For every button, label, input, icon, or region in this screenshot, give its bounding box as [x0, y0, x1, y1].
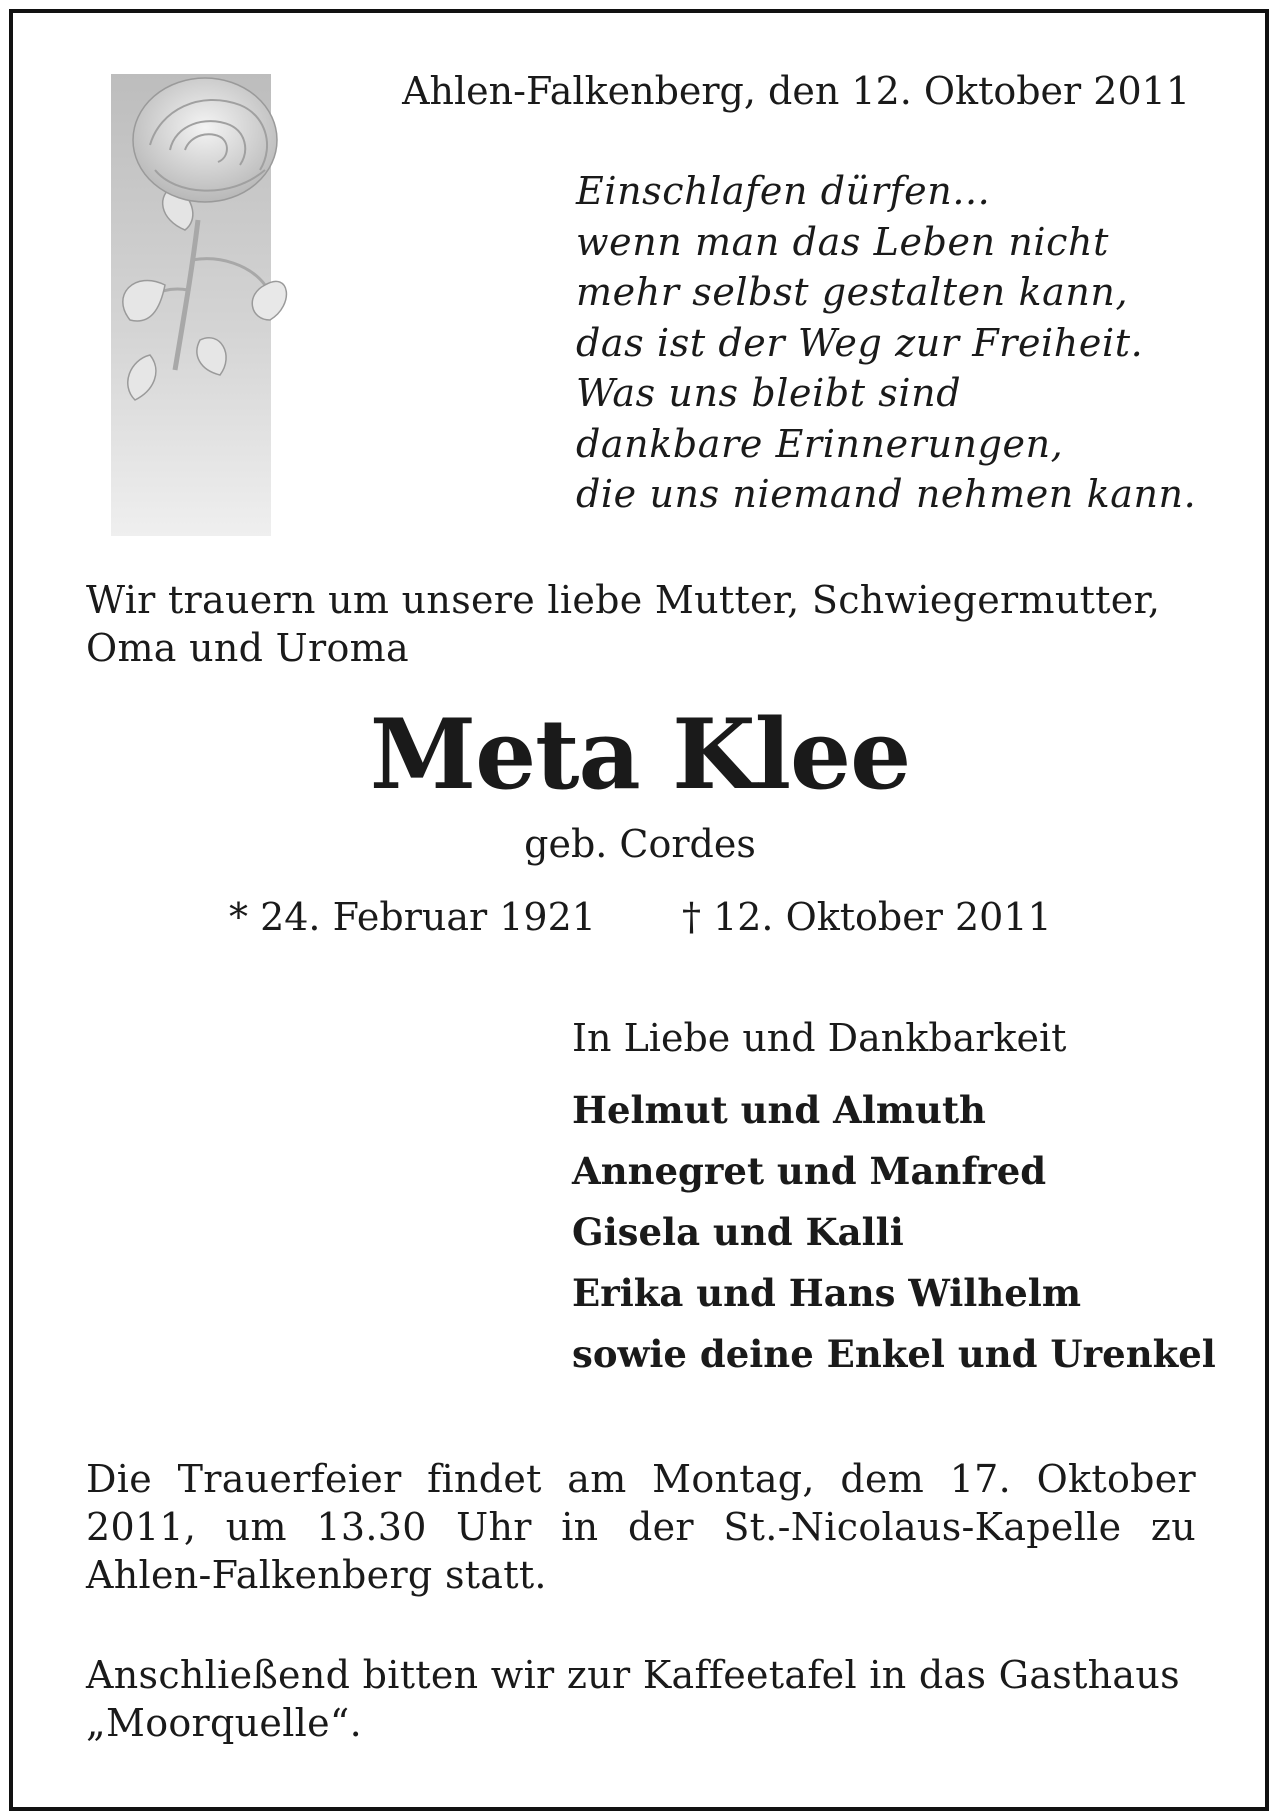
- mourner-name: Erika und Hans Wilhelm: [572, 1271, 1082, 1315]
- poem-line: mehr selbst gestalten kann,: [576, 270, 1129, 314]
- signoff: In Liebe und Dankbarkeit: [572, 1016, 1067, 1060]
- mourner-list: [572, 1080, 1216, 1385]
- deceased-name: Meta Klee: [369, 698, 911, 811]
- poem-line: Was uns bleibt sind: [576, 371, 962, 415]
- dateline: Ahlen-Falkenberg, den 12. Oktober 2011: [402, 69, 1190, 113]
- intro-line: Oma und Uroma: [86, 626, 409, 670]
- maiden-name: geb. Cordes: [524, 822, 756, 866]
- poem-line: wenn man das Leben nicht: [576, 219, 1109, 264]
- poem-line: Einschlafen dürfen...: [576, 169, 991, 213]
- reception-details: Anschließend bitten wir zur Kaffeetafel in das Gasthaus „Moorquelle“.: [86, 1653, 1180, 1745]
- funeral-details: Die Trauerfeier findet am Montag, dem 17. Oktober 2011, um 13.30 Uhr in der St.-Nicolaus-Kapelle zu Ahlen-Falkenberg statt.: [86, 1457, 1196, 1597]
- poem: [576, 166, 1216, 520]
- intro-line: Wir trauern um unsere liebe Mutter, Schwiegermutter,: [86, 578, 1161, 622]
- mourner-name: Helmut und Almuth: [572, 1088, 986, 1132]
- birth-date: * 24. Februar 1921: [229, 895, 596, 939]
- mourner-name: Gisela und Kalli: [572, 1210, 904, 1254]
- poem-line: dankbare Erinnerungen,: [576, 421, 1064, 466]
- mourner-name: Annegret und Manfred: [572, 1149, 1047, 1193]
- mourner-name: sowie deine Enkel und Urenkel: [572, 1332, 1216, 1376]
- death-date: † 12. Oktober 2011: [682, 895, 1052, 939]
- mourning-intro: [86, 576, 1196, 672]
- poem-line: die uns niemand nehmen kann.: [576, 472, 1197, 516]
- poem-line: das ist der Weg zur Freiheit.: [576, 320, 1144, 365]
- rose-icon: [80, 70, 320, 410]
